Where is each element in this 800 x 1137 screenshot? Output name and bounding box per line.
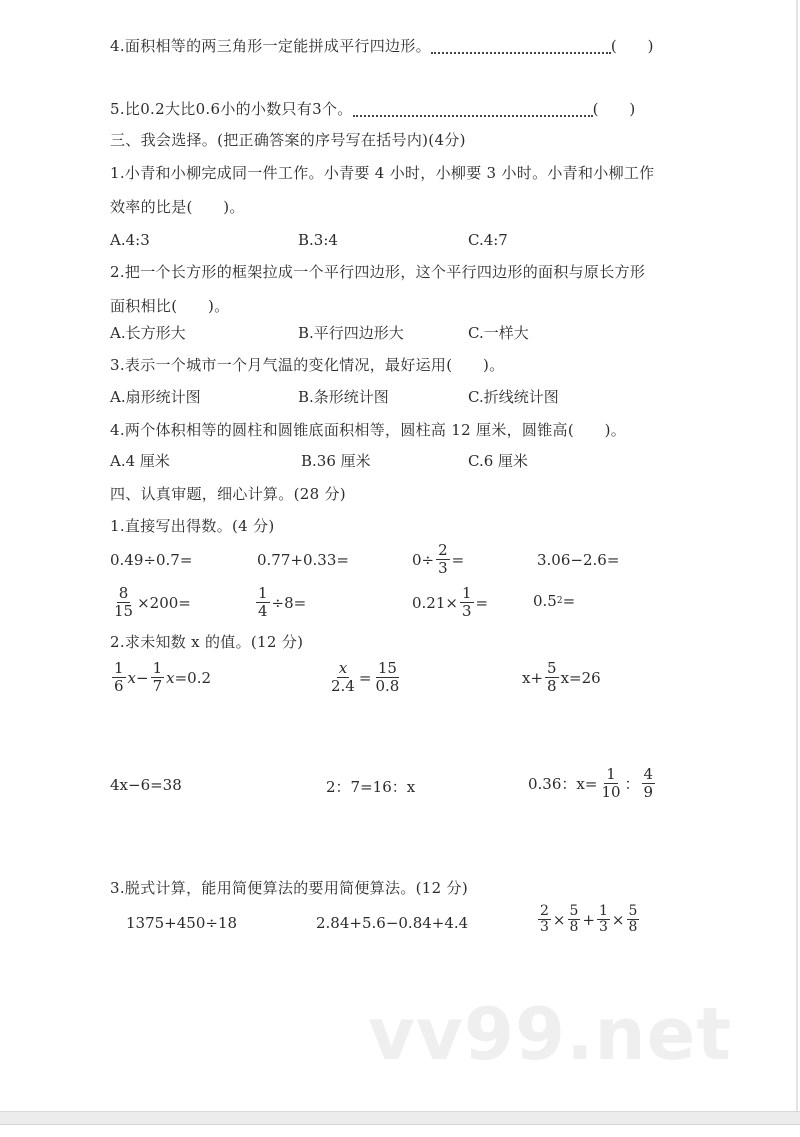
expr: 2：7=16：x — [326, 778, 416, 796]
calc-6 — [254, 585, 306, 620]
numerator: 1 — [114, 659, 124, 677]
q3-option-b[interactable]: B.条形统计图 — [298, 388, 389, 406]
compute-2 — [316, 914, 468, 932]
rhs: =0.2 — [174, 668, 212, 687]
denominator: 3 — [599, 919, 608, 935]
expr-prefix: 0.36：x= — [528, 775, 598, 793]
q1-option-c[interactable]: C.4:7 — [468, 231, 508, 249]
q4-line1: 4.两个体积相等的圆柱和圆锥底面积相等，圆柱高 12 厘米，圆锥高( )。 — [110, 421, 627, 439]
fraction — [373, 660, 401, 695]
denominator: 8 — [628, 919, 638, 935]
fraction — [627, 904, 640, 935]
q1-line1: 1.小青和小柳完成同一件工作。小青要 4 小时，小柳要 3 小时。小青和小柳工作 — [110, 164, 655, 182]
expr-suffix: = — [475, 593, 489, 612]
numerator: 1 — [461, 584, 472, 602]
calc-5 — [110, 585, 191, 620]
q4-option-c[interactable]: C.6 厘米 — [468, 452, 529, 470]
q2-option-c[interactable]: C.一样大 — [468, 324, 529, 342]
fraction — [460, 585, 474, 620]
judgment-text: 5.比0.2大比0.6小的小数只有3个。 — [110, 100, 353, 118]
denominator: 15 — [114, 602, 134, 620]
numerator: 2 — [540, 903, 549, 919]
q1-option-b[interactable]: B.3:4 — [298, 231, 338, 249]
denominator: 10 — [601, 783, 621, 801]
operator: × — [611, 910, 625, 929]
page-separator-bar — [0, 1111, 800, 1125]
q2-line2: 面积相比( )。 — [110, 297, 230, 315]
part3-title: 3.脱式计算，能用简便算法的要用简便算法。(12 分) — [110, 879, 468, 897]
fraction — [642, 766, 656, 801]
expr-suffix: ×200= — [137, 593, 191, 612]
expr: 0.49÷0.7= — [110, 551, 193, 569]
calc-8 — [533, 592, 575, 610]
numerator: 5 — [569, 903, 579, 919]
expr: 1375+450÷18 — [126, 914, 238, 932]
q2-option-b[interactable]: B.平行四边形大 — [298, 324, 404, 342]
watermark: vv99.net — [368, 992, 732, 1076]
fraction — [112, 585, 135, 620]
dot-leader — [431, 40, 611, 54]
denominator: 7 — [152, 677, 163, 695]
denominator: 3 — [438, 559, 448, 577]
denominator: 4 — [258, 602, 268, 620]
fraction — [597, 904, 610, 935]
numerator: 4 — [643, 765, 654, 783]
calc-3 — [412, 542, 464, 577]
q3-option-a[interactable]: A.扇形统计图 — [110, 388, 201, 406]
calc-2 — [257, 548, 349, 572]
q3-option-c[interactable]: C.折线统计图 — [468, 388, 559, 406]
denominator: 8 — [547, 677, 557, 695]
part2-title: 2.求未知数 x 的值。(12 分) — [110, 633, 304, 651]
expr-prefix: 0.21× — [412, 593, 458, 612]
q4-option-a[interactable]: A.4 厘米 — [110, 452, 170, 470]
answer-blank[interactable]: ( ) — [592, 100, 636, 118]
denominator: 8 — [569, 919, 579, 935]
expr: 3.06−2.6= — [537, 551, 620, 569]
dot-leader — [353, 103, 593, 117]
section3-title: 三、我会选择。(把正确答案的序号写在括号内)(4分) — [110, 131, 466, 149]
q1-line2: 效率的比是( )。 — [110, 198, 245, 216]
numerator: 5 — [547, 659, 557, 677]
variable: x — [166, 668, 175, 687]
operator: × — [552, 910, 566, 929]
equation-5 — [326, 776, 415, 797]
expr-suffix: = — [562, 592, 576, 610]
part1-title: 1.直接写出得数。(4 分) — [110, 517, 275, 535]
numerator: 1 — [152, 659, 163, 677]
operator: + — [582, 910, 595, 929]
numerator: 8 — [118, 584, 129, 602]
fraction — [538, 904, 551, 935]
denominator: 2.4 — [331, 677, 355, 695]
numerator: 15 — [377, 659, 397, 677]
ratio-sign: ： — [624, 775, 640, 793]
numerator: 2 — [438, 541, 448, 559]
expr-suffix: x=26 — [560, 668, 601, 687]
fraction — [329, 660, 357, 695]
calc-1 — [110, 548, 192, 572]
equation-2 — [327, 660, 403, 695]
q3-line1: 3.表示一个城市一个月气温的变化情况，最好运用( )。 — [110, 356, 505, 374]
fraction — [112, 660, 126, 695]
denominator: 0.8 — [375, 677, 400, 695]
numerator: 1 — [258, 584, 268, 602]
equals: = — [358, 668, 372, 687]
equation-4 — [110, 776, 182, 794]
calc-7 — [412, 585, 488, 620]
exponent: 2 — [556, 596, 563, 606]
judgment-item-5b — [110, 99, 635, 119]
expr-suffix: ÷8= — [271, 593, 307, 612]
denominator: 9 — [643, 783, 654, 801]
answer-blank[interactable]: ( ) — [610, 37, 654, 55]
expr-prefix: 0÷ — [412, 550, 435, 569]
expr: 4x−6=38 — [110, 776, 182, 794]
expr-prefix: x+ — [522, 668, 544, 687]
expr: 2.84+5.6−0.84+4.4 — [316, 914, 469, 932]
denominator: 6 — [114, 677, 124, 695]
equation-6 — [528, 766, 657, 801]
numerator: 5 — [628, 903, 638, 919]
q1-option-a[interactable]: A.4:3 — [110, 231, 150, 249]
calc-4 — [537, 548, 619, 572]
compute-3 — [536, 904, 641, 935]
judgment-item-4 — [110, 36, 654, 56]
fraction — [256, 585, 270, 620]
q2-line1: 2.把一个长方形的框架拉成一个平行四边形，这个平行四边形的面积与原长方形 — [110, 263, 646, 281]
variable: x — [127, 668, 137, 687]
equation-1 — [110, 660, 211, 695]
fraction — [599, 766, 622, 801]
judgment-text: 4.面积相等的两三角形一定能拼成平行四边形。 — [110, 37, 431, 55]
denominator: 3 — [540, 919, 549, 935]
numerator: 1 — [599, 903, 608, 919]
section4-title: 四、认真审题，细心计算。(28 分) — [110, 485, 346, 503]
operator: − — [136, 668, 149, 687]
q4-option-b[interactable]: B.36 厘米 — [301, 452, 371, 470]
expr-suffix: = — [451, 550, 465, 569]
expr: 0.77+0.33= — [257, 551, 349, 569]
q2-option-a[interactable]: A.长方形大 — [110, 324, 186, 342]
base: 0.5 — [533, 592, 557, 610]
fraction — [151, 660, 165, 695]
denominator: 3 — [461, 602, 472, 620]
equation-3 — [522, 660, 601, 695]
compute-1 — [126, 914, 237, 932]
numerator: 1 — [606, 765, 616, 783]
fraction — [568, 904, 581, 935]
numerator: x — [338, 659, 348, 677]
fraction — [545, 660, 559, 695]
fraction — [436, 542, 450, 577]
